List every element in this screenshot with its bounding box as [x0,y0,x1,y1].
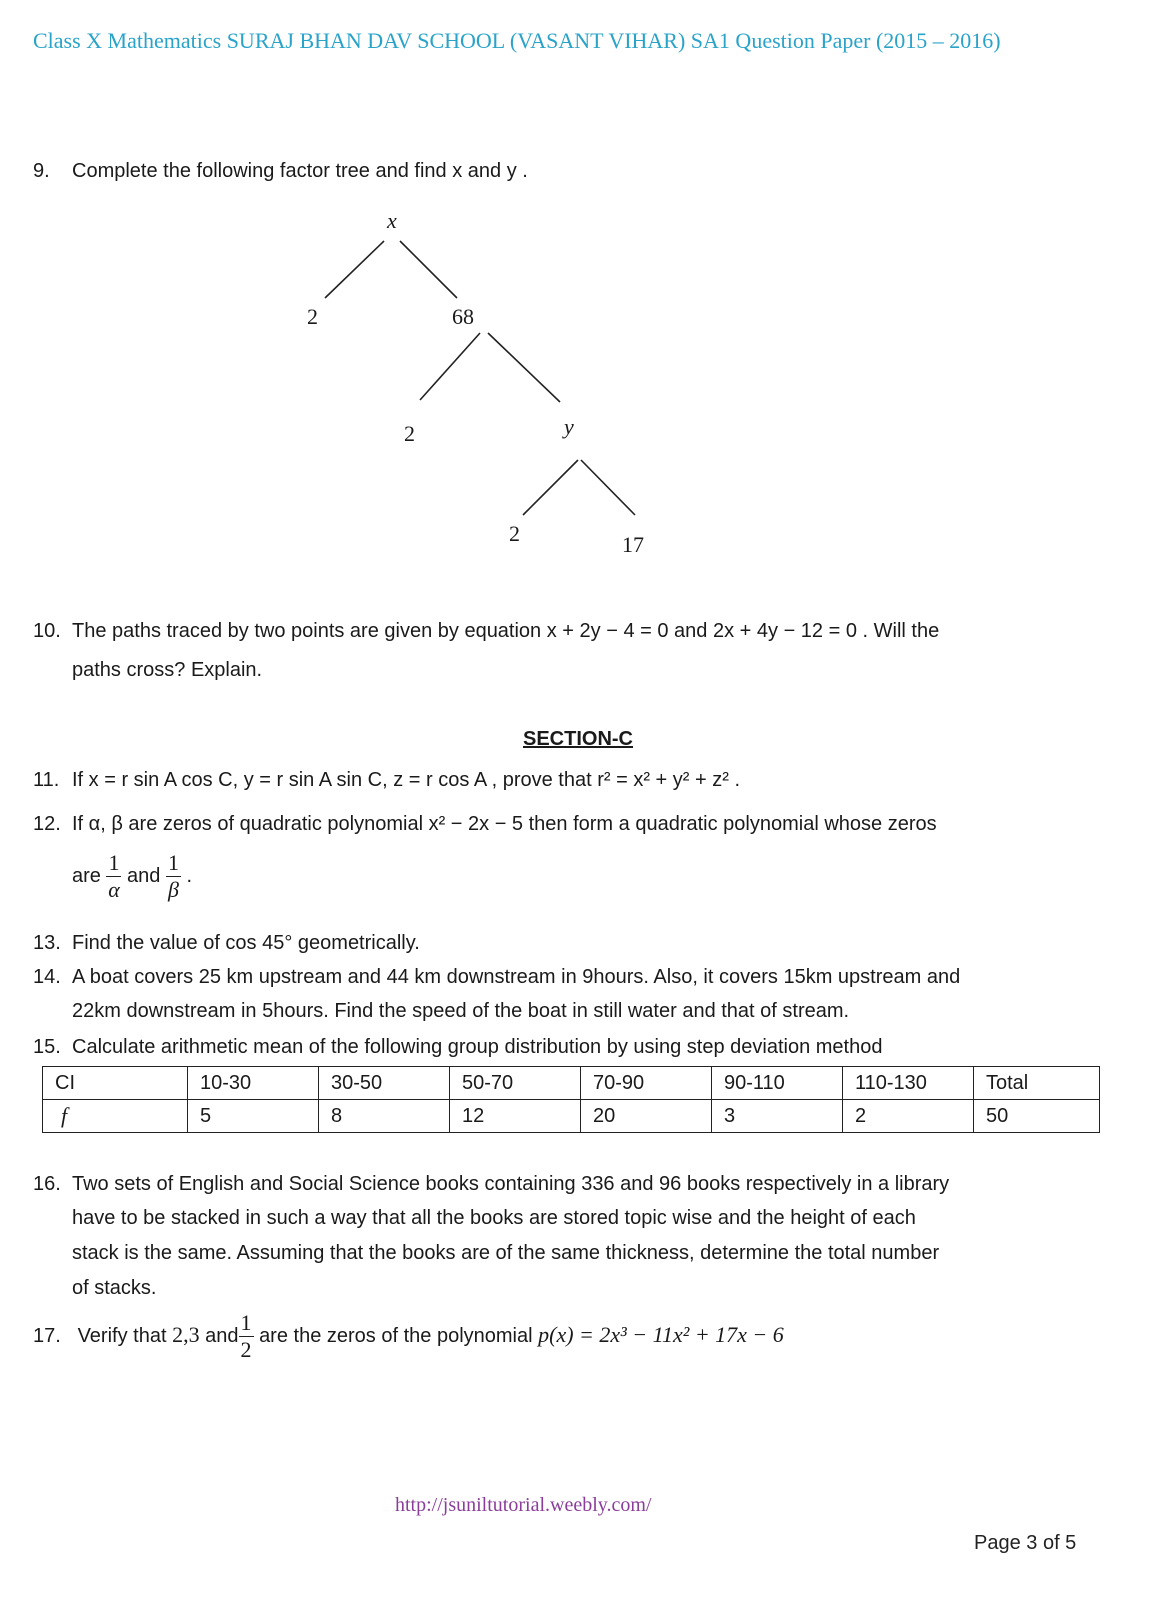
fraction-numerator: 1 [108,850,120,875]
tree-node: 2 [404,421,415,446]
polynomial: p(x) = 2x³ − 11x² + 17x − 6 [538,1321,784,1347]
question-text: Calculate arithmetic mean of the following group distribution by using step deviation method [72,1036,883,1058]
label-are: are [72,864,101,887]
frequency-table [42,1066,1100,1133]
tree-node: 68 [452,304,474,329]
question-number: 14. [33,966,61,988]
question-number: 17. [33,1324,61,1347]
question-12-zeros [72,850,192,903]
section-title: SECTION-C [523,728,633,750]
tree-edge [488,333,560,402]
question-17 [33,1310,784,1363]
fraction-1-beta [166,850,181,903]
fraction-numerator: 1 [167,850,179,875]
fraction-numerator: 1 [240,1310,252,1335]
fraction-denominator: α [108,877,120,902]
question-text: paths cross? Explain. [72,659,263,681]
factor-tree [0,0,1150,600]
table-cell: 20 [581,1100,712,1133]
question-text: have to be stacked in such a way that all the books are stored topic wise and the height of each [72,1207,916,1229]
page-number: Page 3 of 5 [974,1532,1077,1554]
question-text: Two sets of English and Social Science books containing 336 and 96 books respectively in a library [72,1173,950,1195]
page-header: Class X Mathematics SURAJ BHAN DAV SCHOOL (VASANT VIHAR) SA1 Question Paper (2015 – 2016) [33,28,1001,53]
period: . [186,864,193,887]
table-cell: 90-110 [712,1067,843,1100]
table-cell: CI [43,1067,188,1100]
label-and: and [205,1324,239,1347]
tree-edge [400,241,457,298]
table-cell: 8 [319,1100,450,1133]
question-number: 15. [33,1036,61,1058]
tree-node: 2 [509,521,520,546]
question-number: 16. [33,1173,61,1195]
footer-url[interactable]: http://jsuniltutorial.weebly.com/ [395,1494,652,1516]
table-cell: 50-70 [450,1067,581,1100]
tree-edge [420,333,480,400]
table-cell: 70-90 [581,1067,712,1100]
question-text: 22km downstream in 5hours. Find the speed of the boat in still water and that of stream. [72,1000,850,1022]
table-cell: 2 [843,1100,974,1133]
tree-node: y [564,414,574,439]
question-text: stack is the same. Assuming that the books are of the same thickness, determine the total number [72,1242,940,1264]
tree-edge [523,460,578,515]
question-number: 10. [33,620,61,642]
table-row [43,1100,1100,1133]
question-text: The paths traced by two points are given by equation x + 2y − 4 = 0 and 2x + 4y − 12 = 0 . Will the [72,620,940,642]
question-number: 9. [33,160,50,182]
table-cell: 12 [450,1100,581,1133]
question-text: If x = r sin A cos C, y = r sin A sin C, z = r cos A , prove that r² = x² + y² + z² . [72,769,741,791]
label-and: and [127,864,161,887]
question-text: A boat covers 25 km upstream and 44 km downstream in 9hours. Also, it covers 15km upstream and [72,966,961,988]
fraction-1-alpha [106,850,121,903]
table-cell: 5 [188,1100,319,1133]
table-cell: 50 [974,1100,1100,1133]
tree-node: 2 [307,304,318,329]
question-text: Verify that [77,1324,167,1347]
question-text: Find the value of cos 45° geometrically. [72,932,420,954]
question-number: 12. [33,813,61,835]
question-text: of stacks. [72,1277,157,1299]
question-text: are the zeros of the polynomial [259,1324,533,1347]
table-cell: f [43,1100,188,1133]
tree-node: 17 [622,532,644,557]
table-row [43,1067,1100,1100]
question-text: If α, β are zeros of quadratic polynomial x² − 2x − 5 then form a quadratic polynomial whose zeros [72,813,937,835]
table-cell: Total [974,1067,1100,1100]
table-cell: 3 [712,1100,843,1133]
tree-edge [581,460,635,515]
question-number: 11. [33,769,60,791]
fraction-denominator: β [167,877,179,902]
tree-root: x [387,208,397,233]
fraction-denominator: 2 [240,1337,252,1362]
zeros-values: 2,3 [172,1321,200,1347]
question-number: 13. [33,932,61,954]
tree-edge [325,241,384,298]
fraction-one-half [239,1310,254,1363]
table-cell: 30-50 [319,1067,450,1100]
question-text: Complete the following factor tree and find x and y . [72,160,528,182]
table-cell: 110-130 [843,1067,974,1100]
table-cell: 10-30 [188,1067,319,1100]
